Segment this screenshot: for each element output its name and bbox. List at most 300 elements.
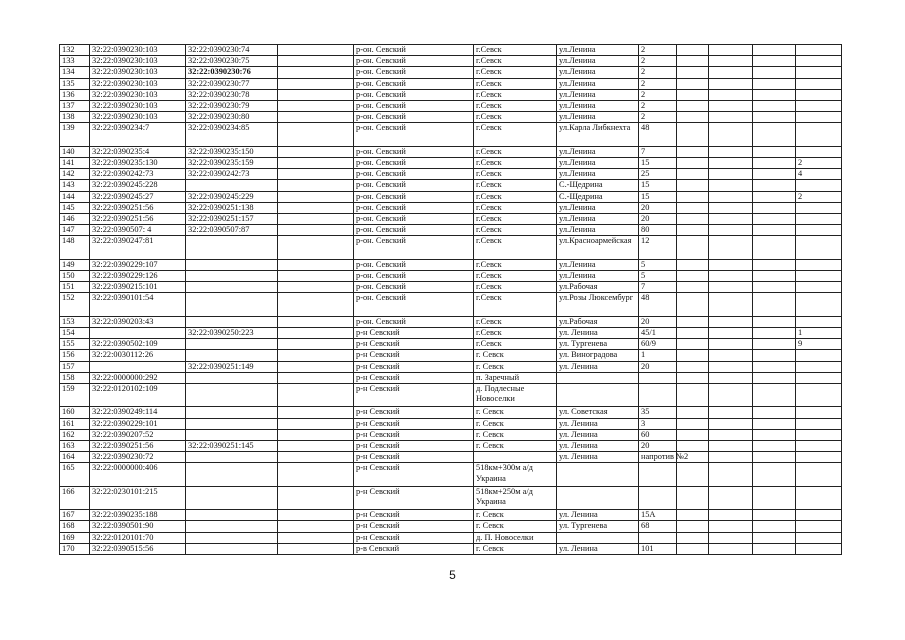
cell-object-cadastral-number: 32:22:0390235:159 <box>186 158 278 169</box>
cell-district: р-он. Севский <box>354 158 474 169</box>
cell-col-10 <box>709 361 753 372</box>
cell-street <box>557 486 639 509</box>
cell-note <box>278 463 354 486</box>
cell-cadastral-number: 32:22:0390251:56 <box>90 214 186 225</box>
cell-col-10 <box>709 486 753 509</box>
cell-cadastral-number: 32:22:0390502:109 <box>90 339 186 350</box>
cell-settlement: г.Севск <box>474 146 557 157</box>
cell-district: р-н Севский <box>354 486 474 509</box>
cell-cadastral-number: 32:22:0120102:109 <box>90 384 186 407</box>
cell-street: ул.Ленина <box>557 45 639 56</box>
cell-col-9 <box>677 225 709 236</box>
cell-street: ул.Ленина <box>557 146 639 157</box>
cell-district: р-н Севский <box>354 532 474 543</box>
table-row <box>60 429 842 440</box>
cell-col-9 <box>677 271 709 282</box>
cell-object-cadastral-number: 32:22:0390251:138 <box>186 202 278 213</box>
cell-house: 48 <box>639 293 677 316</box>
cell-col-12 <box>796 236 842 259</box>
cell-row-number: 135 <box>60 78 90 89</box>
cell-object-cadastral-number <box>186 418 278 429</box>
cell-note <box>278 452 354 463</box>
cell-district: р-он. Севский <box>354 191 474 202</box>
cell-row-number: 132 <box>60 45 90 56</box>
cell-col-12 <box>796 180 842 191</box>
cell-house: 1 <box>639 350 677 361</box>
cell-house <box>639 372 677 383</box>
cell-settlement: г. Севск <box>474 407 557 418</box>
cell-cadastral-number: 32:22:0390229:107 <box>90 259 186 270</box>
cell-col-9 <box>677 339 709 350</box>
cell-note <box>278 441 354 452</box>
cell-object-cadastral-number <box>186 180 278 191</box>
cell-col-10 <box>709 316 753 327</box>
cell-district: р-н Севский <box>354 361 474 372</box>
cell-col-11 <box>753 543 796 554</box>
cell-col-12 <box>796 429 842 440</box>
cell-col-11 <box>753 112 796 123</box>
cell-col-9 <box>677 282 709 293</box>
cell-col-12 <box>796 293 842 316</box>
cell-settlement: г. Севск <box>474 441 557 452</box>
cell-settlement: г.Севск <box>474 339 557 350</box>
cell-street: ул.Ленина <box>557 112 639 123</box>
cell-row-number: 164 <box>60 452 90 463</box>
cell-house <box>639 463 677 486</box>
table-row <box>60 259 842 270</box>
cell-col-11 <box>753 191 796 202</box>
cell-col-10 <box>709 372 753 383</box>
cell-object-cadastral-number <box>186 271 278 282</box>
cell-col-10 <box>709 56 753 67</box>
cell-cadastral-number: 32:22:0390229:101 <box>90 418 186 429</box>
table-row <box>60 78 842 89</box>
cell-object-cadastral-number: 32:22:0390245:229 <box>186 191 278 202</box>
cell-col-12 <box>796 225 842 236</box>
cell-object-cadastral-number: 32:22:0390251:149 <box>186 361 278 372</box>
cell-note <box>278 486 354 509</box>
cell-object-cadastral-number: 32:22:0390230:77 <box>186 78 278 89</box>
cell-object-cadastral-number: 32:22:0390242:73 <box>186 169 278 180</box>
cell-col-10 <box>709 463 753 486</box>
cell-col-12 <box>796 510 842 521</box>
cell-house: 60/9 <box>639 339 677 350</box>
page-number: 5 <box>449 568 456 582</box>
cell-street: ул.Ленина <box>557 78 639 89</box>
cell-col-12: 2 <box>796 158 842 169</box>
table-row <box>60 158 842 169</box>
cell-district: р-он. Севский <box>354 112 474 123</box>
cell-street: ул.Карла Либкнехта <box>557 123 639 146</box>
cell-settlement: г.Севск <box>474 101 557 112</box>
cell-row-number: 133 <box>60 56 90 67</box>
cell-district: р-он. Севский <box>354 169 474 180</box>
table-row <box>60 236 842 259</box>
table-row <box>60 384 842 407</box>
cell-col-11 <box>753 202 796 213</box>
cell-col-9 <box>677 45 709 56</box>
table-row <box>60 543 842 554</box>
cell-col-12 <box>796 361 842 372</box>
cell-note <box>278 510 354 521</box>
cell-note <box>278 180 354 191</box>
cell-col-11 <box>753 236 796 259</box>
cell-note <box>278 407 354 418</box>
cell-col-11 <box>753 89 796 100</box>
cell-district: р-он. Севский <box>354 45 474 56</box>
cell-cadastral-number: 32:22:0030112:26 <box>90 350 186 361</box>
cell-note <box>278 543 354 554</box>
cell-col-9 <box>677 202 709 213</box>
cell-settlement: г. Севск <box>474 429 557 440</box>
cell-district: р-н Севский <box>354 350 474 361</box>
cell-house: 7 <box>639 146 677 157</box>
cell-col-10 <box>709 532 753 543</box>
cell-col-11 <box>753 532 796 543</box>
cell-col-9 <box>677 361 709 372</box>
cell-street: ул.Ленина <box>557 225 639 236</box>
cell-district: р-он. Севский <box>354 180 474 191</box>
cell-col-9 <box>677 180 709 191</box>
cell-row-number: 161 <box>60 418 90 429</box>
cell-street: ул.Розы Люксембург <box>557 293 639 316</box>
cell-object-cadastral-number: 32:22:0390230:74 <box>186 45 278 56</box>
cell-col-9 <box>677 316 709 327</box>
cell-object-cadastral-number <box>186 236 278 259</box>
cell-settlement: 518км+250м а/д Украина <box>474 486 557 509</box>
registry-table-body <box>60 45 842 555</box>
cell-street <box>557 463 639 486</box>
cell-object-cadastral-number: 32:22:0390230:76 <box>186 67 278 78</box>
cell-note <box>278 202 354 213</box>
cell-cadastral-number: 32:22:0390230:103 <box>90 89 186 100</box>
table-row <box>60 328 842 339</box>
cell-cadastral-number: 32:22:0120101:70 <box>90 532 186 543</box>
cell-col-11 <box>753 521 796 532</box>
cell-row-number: 144 <box>60 191 90 202</box>
cell-row-number: 163 <box>60 441 90 452</box>
cell-object-cadastral-number <box>186 282 278 293</box>
cell-object-cadastral-number <box>186 316 278 327</box>
cell-col-12 <box>796 259 842 270</box>
cell-district: р-н Севский <box>354 463 474 486</box>
cell-street: С.-Щедрина <box>557 180 639 191</box>
cell-settlement: г.Севск <box>474 328 557 339</box>
cell-col-10 <box>709 407 753 418</box>
table-row <box>60 225 842 236</box>
cell-cadastral-number: 32:22:0390215:101 <box>90 282 186 293</box>
cell-row-number: 148 <box>60 236 90 259</box>
cell-col-12 <box>796 441 842 452</box>
cell-note <box>278 350 354 361</box>
cell-col-9 <box>677 521 709 532</box>
cell-row-number: 145 <box>60 202 90 213</box>
cell-col-12 <box>796 101 842 112</box>
cell-cadastral-number: 32:22:0390207:52 <box>90 429 186 440</box>
cell-col-11 <box>753 78 796 89</box>
cell-col-9 <box>677 350 709 361</box>
cell-object-cadastral-number: 32:22:0390234:85 <box>186 123 278 146</box>
cell-col-10 <box>709 180 753 191</box>
cell-col-11 <box>753 339 796 350</box>
cell-col-11 <box>753 350 796 361</box>
cell-district: р-он. Севский <box>354 282 474 293</box>
cell-object-cadastral-number <box>186 350 278 361</box>
cell-district: р-он. Севский <box>354 146 474 157</box>
cell-col-11 <box>753 259 796 270</box>
cell-col-10 <box>709 282 753 293</box>
cell-house: 20 <box>639 316 677 327</box>
cell-street: ул.Ленина <box>557 67 639 78</box>
cell-col-9 <box>677 56 709 67</box>
cell-col-12 <box>796 67 842 78</box>
cell-cadastral-number: 32:22:0390203:43 <box>90 316 186 327</box>
cell-col-10 <box>709 236 753 259</box>
cell-cadastral-number: 32:22:0390247:81 <box>90 236 186 259</box>
cell-col-9 <box>677 463 709 486</box>
cell-col-9 <box>677 123 709 146</box>
cell-col-11 <box>753 214 796 225</box>
cell-row-number: 153 <box>60 316 90 327</box>
cell-district: р-он. Севский <box>354 78 474 89</box>
cell-street: ул. Ленина <box>557 328 639 339</box>
cell-object-cadastral-number <box>186 532 278 543</box>
table-row <box>60 169 842 180</box>
cell-cadastral-number: 32:22:0390501:90 <box>90 521 186 532</box>
cell-note <box>278 191 354 202</box>
cell-settlement: 518км+300м а/д Украина <box>474 463 557 486</box>
cell-house <box>639 486 677 509</box>
cell-cadastral-number: 32:22:0390235:4 <box>90 146 186 157</box>
table-row <box>60 112 842 123</box>
cell-house: 101 <box>639 543 677 554</box>
cell-col-10 <box>709 101 753 112</box>
cell-note <box>278 271 354 282</box>
table-row <box>60 463 842 486</box>
cell-street: ул. Ленина <box>557 543 639 554</box>
cell-cadastral-number: 32:22:0390235:130 <box>90 158 186 169</box>
cell-row-number: 149 <box>60 259 90 270</box>
cell-settlement: д. Подлесные Новоселки <box>474 384 557 407</box>
cell-street: ул.Рабочая <box>557 316 639 327</box>
cell-note <box>278 384 354 407</box>
cell-col-12 <box>796 372 842 383</box>
cell-settlement: г.Севск <box>474 214 557 225</box>
cell-object-cadastral-number: 32:22:0390230:80 <box>186 112 278 123</box>
cell-note <box>278 316 354 327</box>
cell-note <box>278 45 354 56</box>
cell-cadastral-number: 32:22:0390230:103 <box>90 112 186 123</box>
cell-col-10 <box>709 328 753 339</box>
cell-col-9 <box>677 441 709 452</box>
cell-house: 15 <box>639 191 677 202</box>
table-row <box>60 45 842 56</box>
cell-col-12 <box>796 418 842 429</box>
table-row <box>60 101 842 112</box>
table-row <box>60 123 842 146</box>
cell-col-10 <box>709 158 753 169</box>
cell-object-cadastral-number: 32:22:0390230:79 <box>186 101 278 112</box>
cell-house: 5 <box>639 259 677 270</box>
cell-settlement: г. Севск <box>474 350 557 361</box>
cell-col-11 <box>753 271 796 282</box>
cell-street: ул. Ленина <box>557 441 639 452</box>
cell-col-11 <box>753 67 796 78</box>
cell-col-10 <box>709 123 753 146</box>
cell-col-12 <box>796 146 842 157</box>
cell-settlement: г.Севск <box>474 293 557 316</box>
cell-col-10 <box>709 510 753 521</box>
cell-col-10 <box>709 169 753 180</box>
cell-col-12: 1 <box>796 328 842 339</box>
cell-district: р-он. Севский <box>354 236 474 259</box>
cell-street: ул.Ленина <box>557 56 639 67</box>
cell-col-11 <box>753 169 796 180</box>
cell-street: ул. Ленина <box>557 452 639 463</box>
cell-row-number: 158 <box>60 372 90 383</box>
cell-col-11 <box>753 101 796 112</box>
cell-col-12 <box>796 463 842 486</box>
cell-col-10 <box>709 225 753 236</box>
cell-object-cadastral-number <box>186 372 278 383</box>
cell-col-12 <box>796 407 842 418</box>
cell-settlement: г.Севск <box>474 202 557 213</box>
cell-col-10 <box>709 78 753 89</box>
cell-col-10 <box>709 350 753 361</box>
cell-district: р-он. Севский <box>354 225 474 236</box>
cell-cadastral-number: 32:22:0390234:7 <box>90 123 186 146</box>
cell-object-cadastral-number: 32:22:0390251:157 <box>186 214 278 225</box>
cell-col-9 <box>677 146 709 157</box>
cell-col-9 <box>677 78 709 89</box>
cell-col-9 <box>677 532 709 543</box>
cell-col-10 <box>709 259 753 270</box>
cell-district: р-он. Севский <box>354 293 474 316</box>
cell-col-9 <box>677 101 709 112</box>
cell-cadastral-number: 32:22:0390101:54 <box>90 293 186 316</box>
cell-object-cadastral-number <box>186 463 278 486</box>
cell-district: р-н Севский <box>354 521 474 532</box>
cell-col-10 <box>709 112 753 123</box>
cell-col-11 <box>753 372 796 383</box>
cell-col-11 <box>753 316 796 327</box>
cell-row-number: 168 <box>60 521 90 532</box>
cell-house: 35 <box>639 407 677 418</box>
cell-col-12 <box>796 543 842 554</box>
cell-col-11 <box>753 429 796 440</box>
cell-district: р-он. Севский <box>354 123 474 146</box>
cell-col-9 <box>677 89 709 100</box>
cell-settlement: г.Севск <box>474 158 557 169</box>
cell-note <box>278 158 354 169</box>
cell-settlement: г.Севск <box>474 89 557 100</box>
cell-street <box>557 372 639 383</box>
cell-street: ул.Ленина <box>557 158 639 169</box>
cell-note <box>278 293 354 316</box>
table-row <box>60 214 842 225</box>
cell-street: ул.Ленина <box>557 202 639 213</box>
cell-col-10 <box>709 67 753 78</box>
cell-col-11 <box>753 441 796 452</box>
cell-row-number: 141 <box>60 158 90 169</box>
cell-col-9 <box>677 407 709 418</box>
cell-row-number: 147 <box>60 225 90 236</box>
cell-row-number: 137 <box>60 101 90 112</box>
cell-settlement: г.Севск <box>474 259 557 270</box>
cell-cadastral-number: 32:22:0390230:103 <box>90 56 186 67</box>
cell-settlement: д. П. Новоселки <box>474 532 557 543</box>
cell-settlement: г.Севск <box>474 78 557 89</box>
cell-district: р-н Севский <box>354 328 474 339</box>
cell-note <box>278 418 354 429</box>
cell-district: р-он. Севский <box>354 202 474 213</box>
table-row <box>60 418 842 429</box>
cell-house: 7 <box>639 282 677 293</box>
cell-house: 20 <box>639 441 677 452</box>
cell-row-number: 150 <box>60 271 90 282</box>
cell-col-9 <box>677 543 709 554</box>
cell-house: 2 <box>639 45 677 56</box>
cell-col-10 <box>709 339 753 350</box>
cell-row-number: 166 <box>60 486 90 509</box>
cell-object-cadastral-number <box>186 293 278 316</box>
table-row <box>60 510 842 521</box>
cell-district: р-н Севский <box>354 384 474 407</box>
cell-col-9 <box>677 112 709 123</box>
cell-col-10 <box>709 271 753 282</box>
cell-row-number: 142 <box>60 169 90 180</box>
cell-col-11 <box>753 225 796 236</box>
cell-col-12 <box>796 214 842 225</box>
cell-district: р-он. Севский <box>354 214 474 225</box>
cell-col-11 <box>753 56 796 67</box>
cell-cadastral-number: 32:22:0390229:126 <box>90 271 186 282</box>
cell-row-number: 139 <box>60 123 90 146</box>
cell-street <box>557 532 639 543</box>
cell-note <box>278 236 354 259</box>
cell-house: 15 <box>639 158 677 169</box>
cell-col-11 <box>753 510 796 521</box>
cell-house: 20 <box>639 214 677 225</box>
cell-col-10 <box>709 214 753 225</box>
cell-row-number: 165 <box>60 463 90 486</box>
cell-street: ул.Ленина <box>557 169 639 180</box>
cell-settlement: г. Севск <box>474 521 557 532</box>
cell-cadastral-number: 32:22:0390235:188 <box>90 510 186 521</box>
cell-settlement: г.Севск <box>474 180 557 191</box>
cell-col-12 <box>796 532 842 543</box>
cell-house: 2 <box>639 56 677 67</box>
cell-street: ул.Ленина <box>557 214 639 225</box>
cell-district: р-он. Севский <box>354 316 474 327</box>
cell-col-9 <box>677 510 709 521</box>
cell-object-cadastral-number <box>186 384 278 407</box>
cell-district: р-он. Севский <box>354 89 474 100</box>
cell-col-9 <box>677 384 709 407</box>
cell-col-12 <box>796 486 842 509</box>
cell-col-12 <box>796 384 842 407</box>
cell-col-11 <box>753 146 796 157</box>
cell-object-cadastral-number: 32:22:0390251:145 <box>186 441 278 452</box>
cell-col-10 <box>709 543 753 554</box>
table-row <box>60 441 842 452</box>
cell-object-cadastral-number: 32:22:0390230:78 <box>186 89 278 100</box>
cell-object-cadastral-number <box>186 510 278 521</box>
cell-house: напротив №2 <box>639 452 677 463</box>
cell-cadastral-number: 32:22:0000000:292 <box>90 372 186 383</box>
cell-object-cadastral-number: 32:22:0390230:75 <box>186 56 278 67</box>
cell-settlement: г.Севск <box>474 123 557 146</box>
